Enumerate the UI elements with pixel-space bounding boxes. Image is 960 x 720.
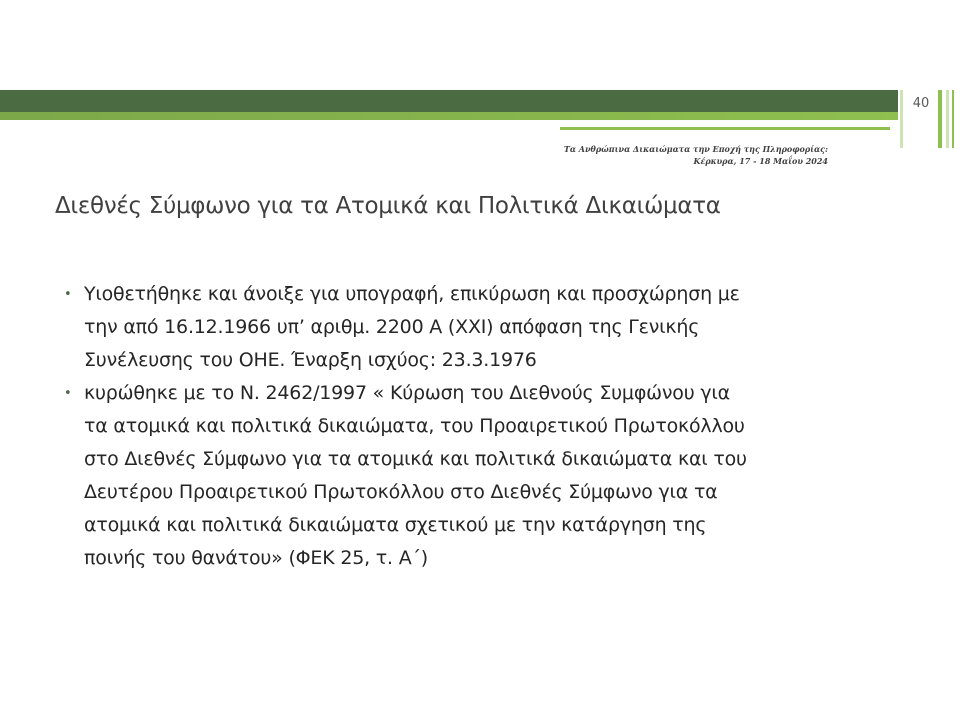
bullet-list <box>64 278 904 575</box>
bullet-line: ποινής του θανάτου» (ΦΕΚ 25, τ. Α΄) <box>84 547 428 569</box>
bullet-line: Συνέλευσης του ΟΗΕ. Έναρξη ισχύος: 23.3.1976 <box>84 349 537 371</box>
slide-title: Διεθνές Σύμφωνο για τα Ατομικά και Πολιτικά Δικαιώματα <box>55 193 721 219</box>
bullet-line: Δευτέρου Προαιρετικού Πρωτοκόλλου στο Διεθνές Σύμφωνο για τα <box>84 481 718 503</box>
bullet-line: Υιοθετήθηκε και άνοιξε για υπογραφή, επικύρωση και προσχώρηση με <box>84 283 740 305</box>
decor-strip <box>946 90 949 148</box>
header-bar-green <box>0 112 898 120</box>
bullet-line: στο Διεθνές Σύμφωνο για τα ατομικά και πολιτικά δικαιώματα και του <box>84 448 747 470</box>
header-bar-dark <box>0 90 898 112</box>
decor-strip <box>900 90 903 148</box>
decor-strip <box>938 90 942 148</box>
bullet-line: ατομικά και πολιτικά δικαιώματα σχετικού με την κατάργηση της <box>84 514 707 536</box>
conference-caption <box>564 143 828 167</box>
bullet-line: κυρώθηκε με το Ν. 2462/1997 « Κύρωση του Διεθνούς Συμφώνου για <box>84 382 730 404</box>
bullet-item <box>64 377 904 575</box>
bullet-item <box>64 278 904 377</box>
conference-place-date: Κέρκυρα, 17 - 18 Μαΐου 2024 <box>693 156 828 166</box>
conference-title: Τα Ανθρώπινα Δικαιώματα την Εποχή της Πληροφορίας: <box>563 144 828 154</box>
slide-number: 40 <box>912 96 930 111</box>
decor-strip <box>952 90 954 148</box>
bullet-icon: • <box>64 287 72 302</box>
bullet-line: την από 16.12.1966 υπ’ αριθμ. 2200 Α (XXI) απόφαση της Γενικής <box>84 316 700 338</box>
header-bar-thin <box>560 127 890 130</box>
bullet-icon: • <box>64 386 72 401</box>
bullet-line: τα ατομικά και πολιτικά δικαιώματα, του Προαιρετικού Πρωτοκόλλου <box>84 415 745 437</box>
